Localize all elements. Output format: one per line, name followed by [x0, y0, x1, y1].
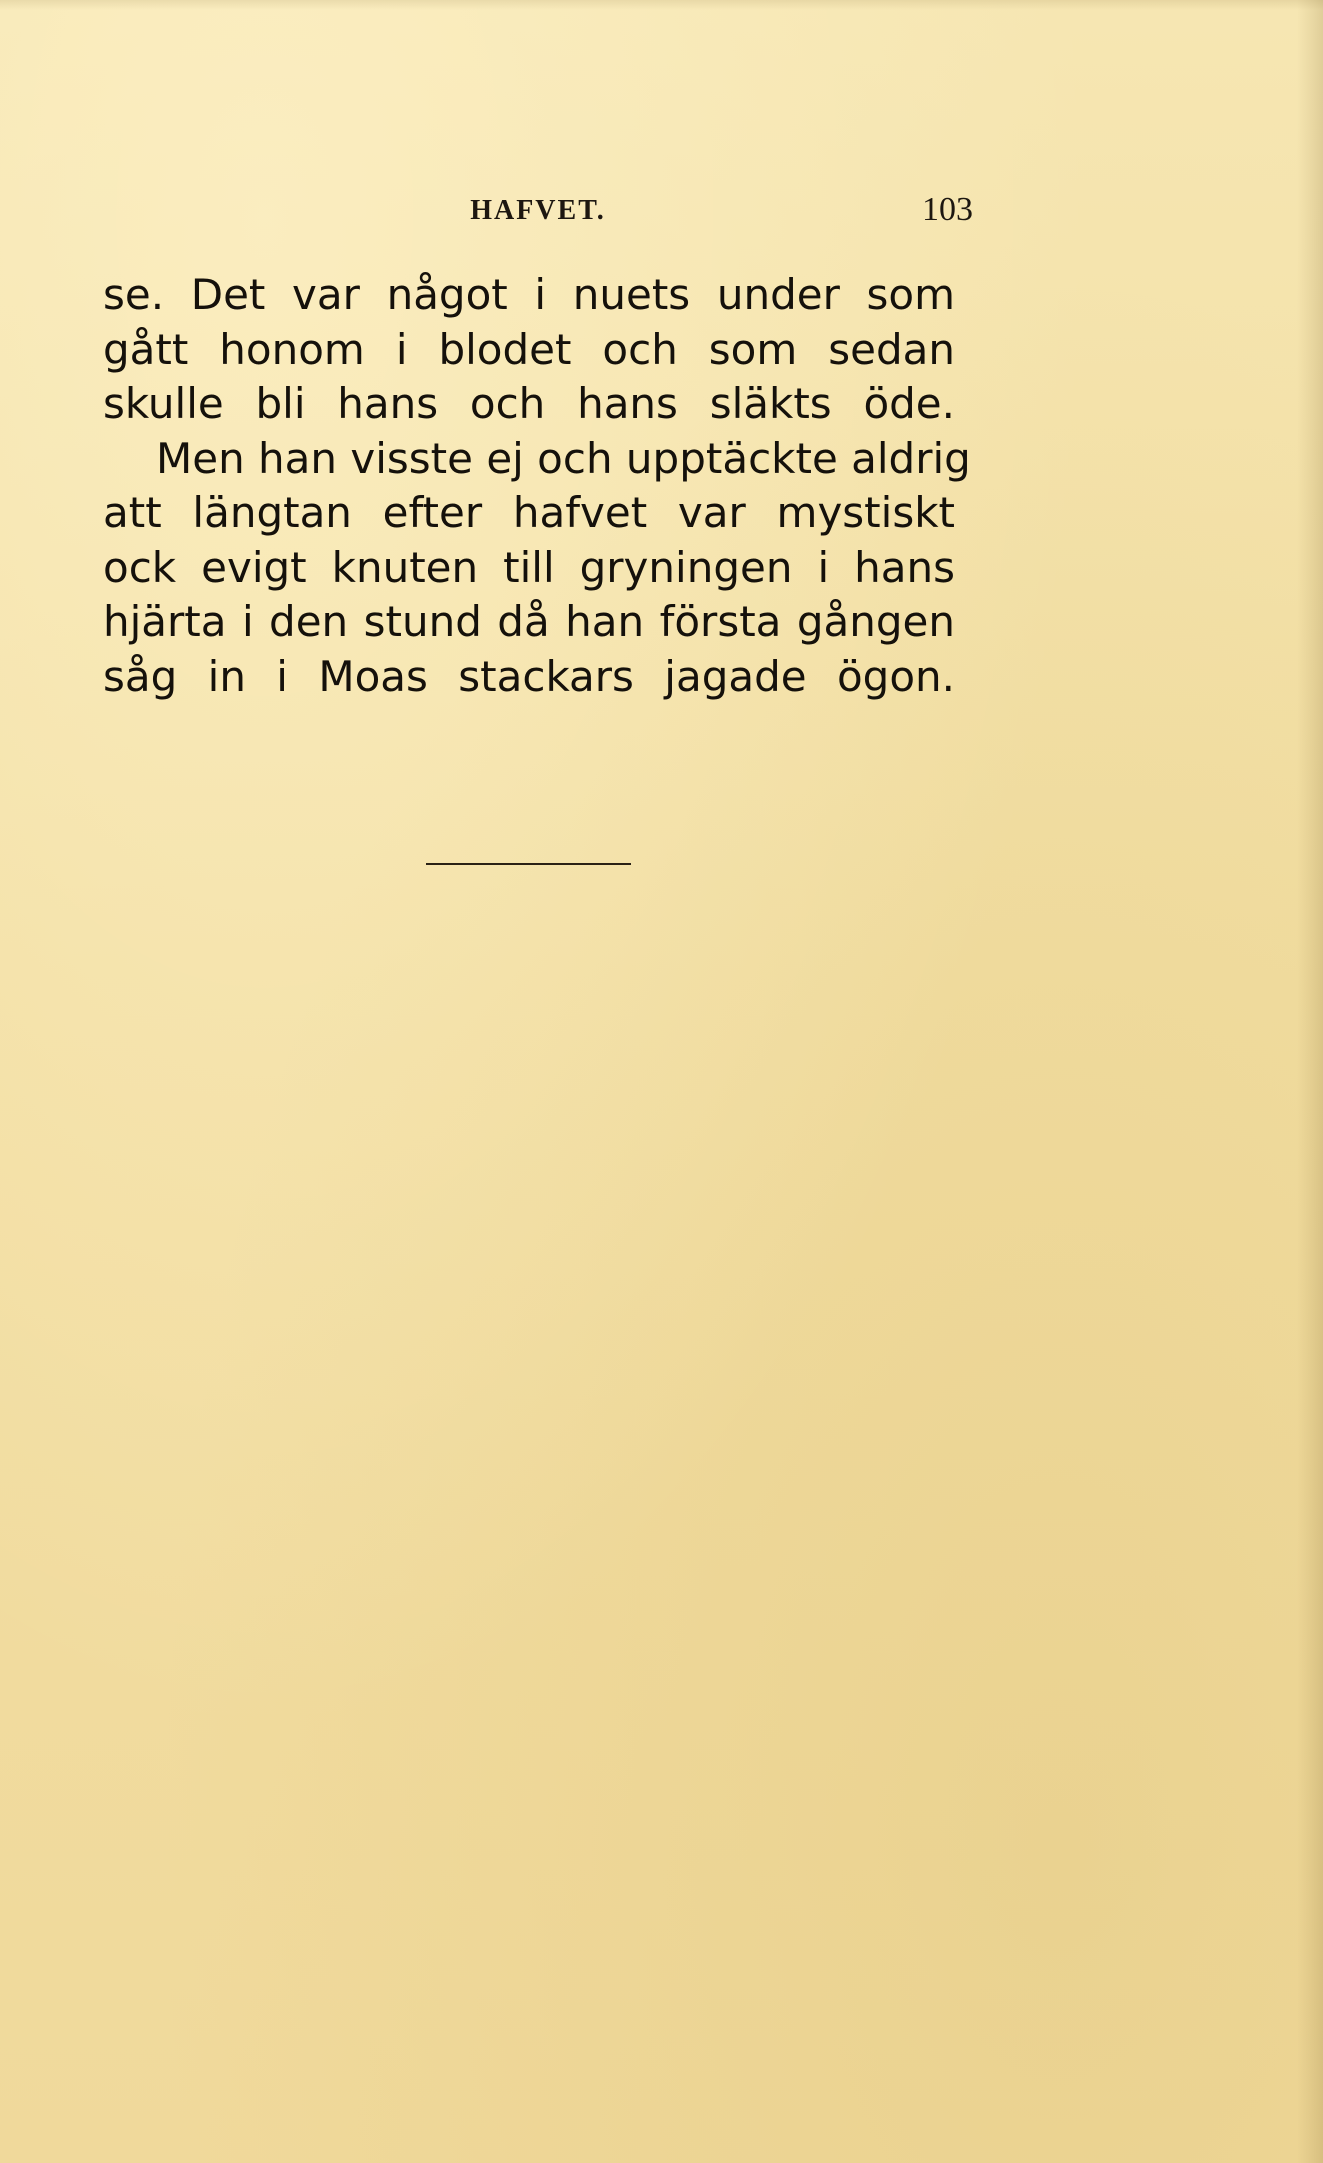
section-end-rule: [426, 863, 631, 865]
running-head: [103, 191, 973, 245]
text-line: hjärta i den stund då han första gången: [103, 597, 955, 646]
page-number: 103: [922, 191, 973, 228]
page-top-edge: [0, 0, 1323, 10]
text-line: se. Det var något i nuets under som: [103, 270, 955, 319]
body-text: [103, 268, 971, 704]
text-line: gått honom i blodet och som sedan: [103, 324, 955, 374]
running-title: HAFVET.: [470, 195, 606, 226]
text-line: såg in i Moas stackars jagade ögon.: [103, 651, 955, 701]
text-line: skulle bli hans och hans släkts öde.: [103, 379, 955, 428]
page-right-edge: [1297, 0, 1323, 2163]
text-line: Men han visste ej och upptäckte aldrig: [156, 433, 971, 483]
text-line: ock evigt knuten till gryningen i hans: [103, 542, 955, 592]
text-line: att längtan efter hafvet var mystiskt: [103, 488, 955, 537]
